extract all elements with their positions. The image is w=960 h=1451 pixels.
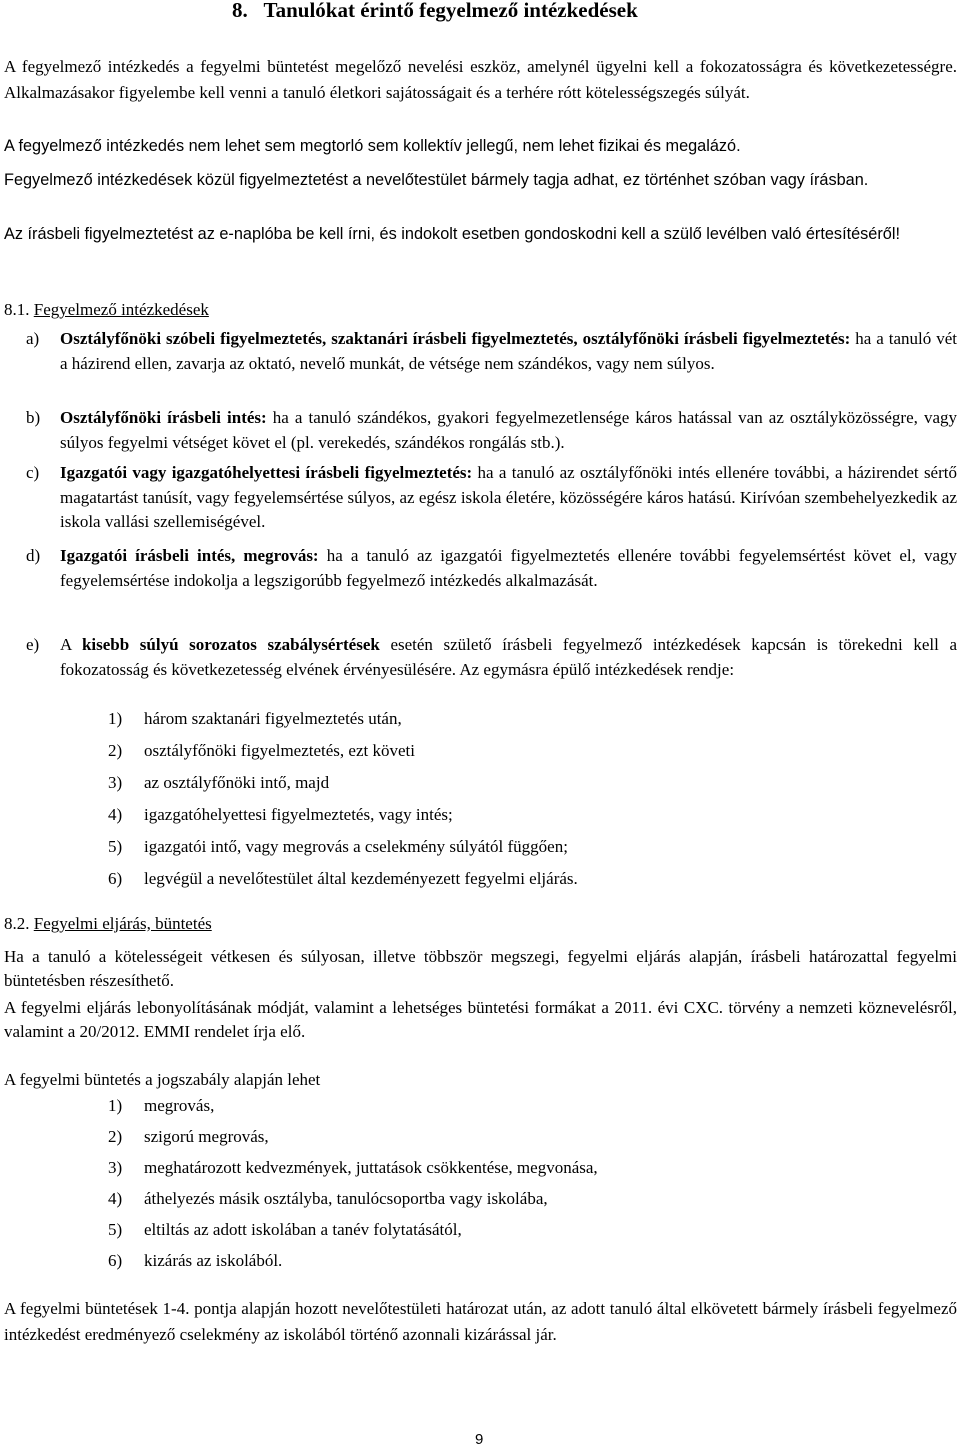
item-text: esetén születő írásbeli fegyelmező intézkedések kapcsán is törekedni kell a fokozatosság és következetesség elvének érvényesülésére. Az egymásra épülő intézkedések rendje: <box>60 635 957 679</box>
item-bold-title: kisebb súlyú sorozatos szabálysértések <box>81 635 380 654</box>
list-item: 1) megrovás, <box>108 1096 215 1115</box>
item-label: a) <box>26 329 40 348</box>
list-item: 5) eltiltás az adott iskolában a tanév folytatásától, <box>108 1220 462 1239</box>
item-text: ha a tanuló az igazgatói figyelmeztetés ellenére további fegyelemsértést követ el, vagy fegyelemsértése indokolja a legszigorúbb fegyelmező intézkedés alkalmazását. <box>60 546 957 590</box>
list-item: 4) igazgatóhelyettesi figyelmeztetés, vagy intés; <box>108 805 453 824</box>
subsection-title: Fegyelmi eljárás, büntetés <box>33 914 212 933</box>
section-heading: 8. Tanulókat érintő fegyelmező intézkedések <box>232 0 638 22</box>
subsection-8-2-heading <box>4 912 212 936</box>
item-body <box>60 544 957 593</box>
discipline-paragraph-1: Ha a tanuló a kötelességeit vétkesen és súlyosan, illetve többször megszegi, fegyelmi eljárás alapján, írásbeli határozattal fegyelmi büntetésben részesíthető. <box>4 947 957 990</box>
list-item: 2) osztályfőnöki figyelmeztetés, ezt követi <box>108 741 415 760</box>
item-body <box>60 461 957 535</box>
item-body <box>60 633 957 682</box>
measure-item-b <box>26 406 957 455</box>
item-text: ha a tanuló az osztályfőnöki intés ellenére további, a házirendet sértő magatartást tanúsít, vagy fegyelemsértése súlyos, az egész iskola életére, közösségére káros hatású. Kirívóan szembehelyezkedik az iskola vallási szellemiségével. <box>60 463 957 531</box>
subsection-8-1-heading <box>4 298 209 322</box>
punishment-intro: A fegyelmi büntetés a jogszabály alapján lehet <box>4 1070 321 1089</box>
measure-item-a <box>26 327 957 376</box>
subsection-number: 8.1. <box>4 300 30 319</box>
item-label: b) <box>26 408 41 427</box>
item-bold-title: Igazgatói vagy igazgatóhelyettesi írásbeli figyelmeztetés: <box>60 463 473 482</box>
item-body <box>60 327 957 376</box>
intro-paragraph-4: Az írásbeli figyelmeztetést az e-naplóba be kell írni, és indokolt esetben gondoskodni kell a szülő levélben való értesítéséről! <box>4 225 900 243</box>
list-item: 3) meghatározott kedvezmények, juttatások csökkentése, megvonása, <box>108 1158 598 1177</box>
measure-item-c <box>26 461 957 535</box>
item-label: e) <box>26 635 40 654</box>
final-paragraph: A fegyelmi büntetések 1-4. pontja alapján hozott nevelőtestületi határozat után, az adott tanuló által elkövetett bármely írásbeli fegyelmező intézkedést eredményező cselekmény az iskolából történő azonnali kizárással jár. <box>4 1299 957 1344</box>
item-label: d) <box>26 546 41 565</box>
intro-paragraph-1: A fegyelmező intézkedés a fegyelmi büntetést megelőző nevelési eszköz, amelynél ügyelni kell a fokozatosságra és következetességre. Alkalmazásakor figyelembe kell venni a tanuló életkori sajátosságait és a terhére rótt kötelességszegés súlyát. <box>4 57 957 102</box>
list-item: 6) kizárás az iskolából. <box>108 1251 283 1270</box>
list-item: 6) legvégül a nevelőtestület által kezdeményezett fegyelmi eljárás. <box>108 869 578 888</box>
list-item: 4) áthelyezés másik osztályba, tanulócsoportba vagy iskolába, <box>108 1189 548 1208</box>
page-number: 9 <box>475 1431 484 1448</box>
discipline-paragraph-2: A fegyelmi eljárás lebonyolításának módját, valamint a lehetséges büntetési formákat a 2011. évi CXC. törvény a nemzeti köznevelésről, valamint a 20/2012. EMMI rendelet írja elő. <box>4 998 957 1041</box>
item-text: ha a tanuló szándékos, gyakori fegyelmezetlensége káros hatással van az osztályközösségre, vagy súlyos fegyelmi vétséget követ el (pl. verekedés, szándékos rongálás stb.). <box>60 408 957 452</box>
intro-paragraph-2: A fegyelmező intézkedés nem lehet sem megtorló sem kollektív jellegű, nem lehet fizikai és megalázó. <box>4 137 741 155</box>
item-bold-title: Osztályfőnöki írásbeli intés: <box>60 408 267 427</box>
list-item: 1) három szaktanári figyelmeztetés után, <box>108 709 402 728</box>
list-item: 5) igazgatói intő, vagy megrovás a cselekmény súlyától függően; <box>108 837 568 856</box>
item-bold-title: Igazgatói írásbeli intés, megrovás: <box>60 546 319 565</box>
item-body <box>60 406 957 455</box>
list-item: 3) az osztályfőnöki intő, majd <box>108 773 330 792</box>
intro-paragraph-3: Fegyelmező intézkedések közül figyelmeztetést a nevelőtestület bármely tagja adhat, ez történhet szóban vagy írásban. <box>4 171 869 189</box>
item-prefix: A <box>60 635 82 654</box>
measure-item-d <box>26 544 957 593</box>
list-item: 2) szigorú megrovás, <box>108 1127 269 1146</box>
subsection-title: Fegyelmező intézkedések <box>33 300 209 319</box>
item-text: ha a tanuló vét a házirend ellen, zavarja az oktató, nevelő munkát, de vétsége nem szándékos, vagy nem súlyos. <box>60 329 957 373</box>
item-bold-title: Osztályfőnöki szóbeli figyelmeztetés, szaktanári írásbeli figyelmeztetés, osztályfőnöki írásbeli figyelmeztetés: <box>60 329 851 348</box>
measure-item-e <box>26 633 957 682</box>
subsection-number: 8.2. <box>4 914 30 933</box>
item-label: c) <box>26 463 40 482</box>
